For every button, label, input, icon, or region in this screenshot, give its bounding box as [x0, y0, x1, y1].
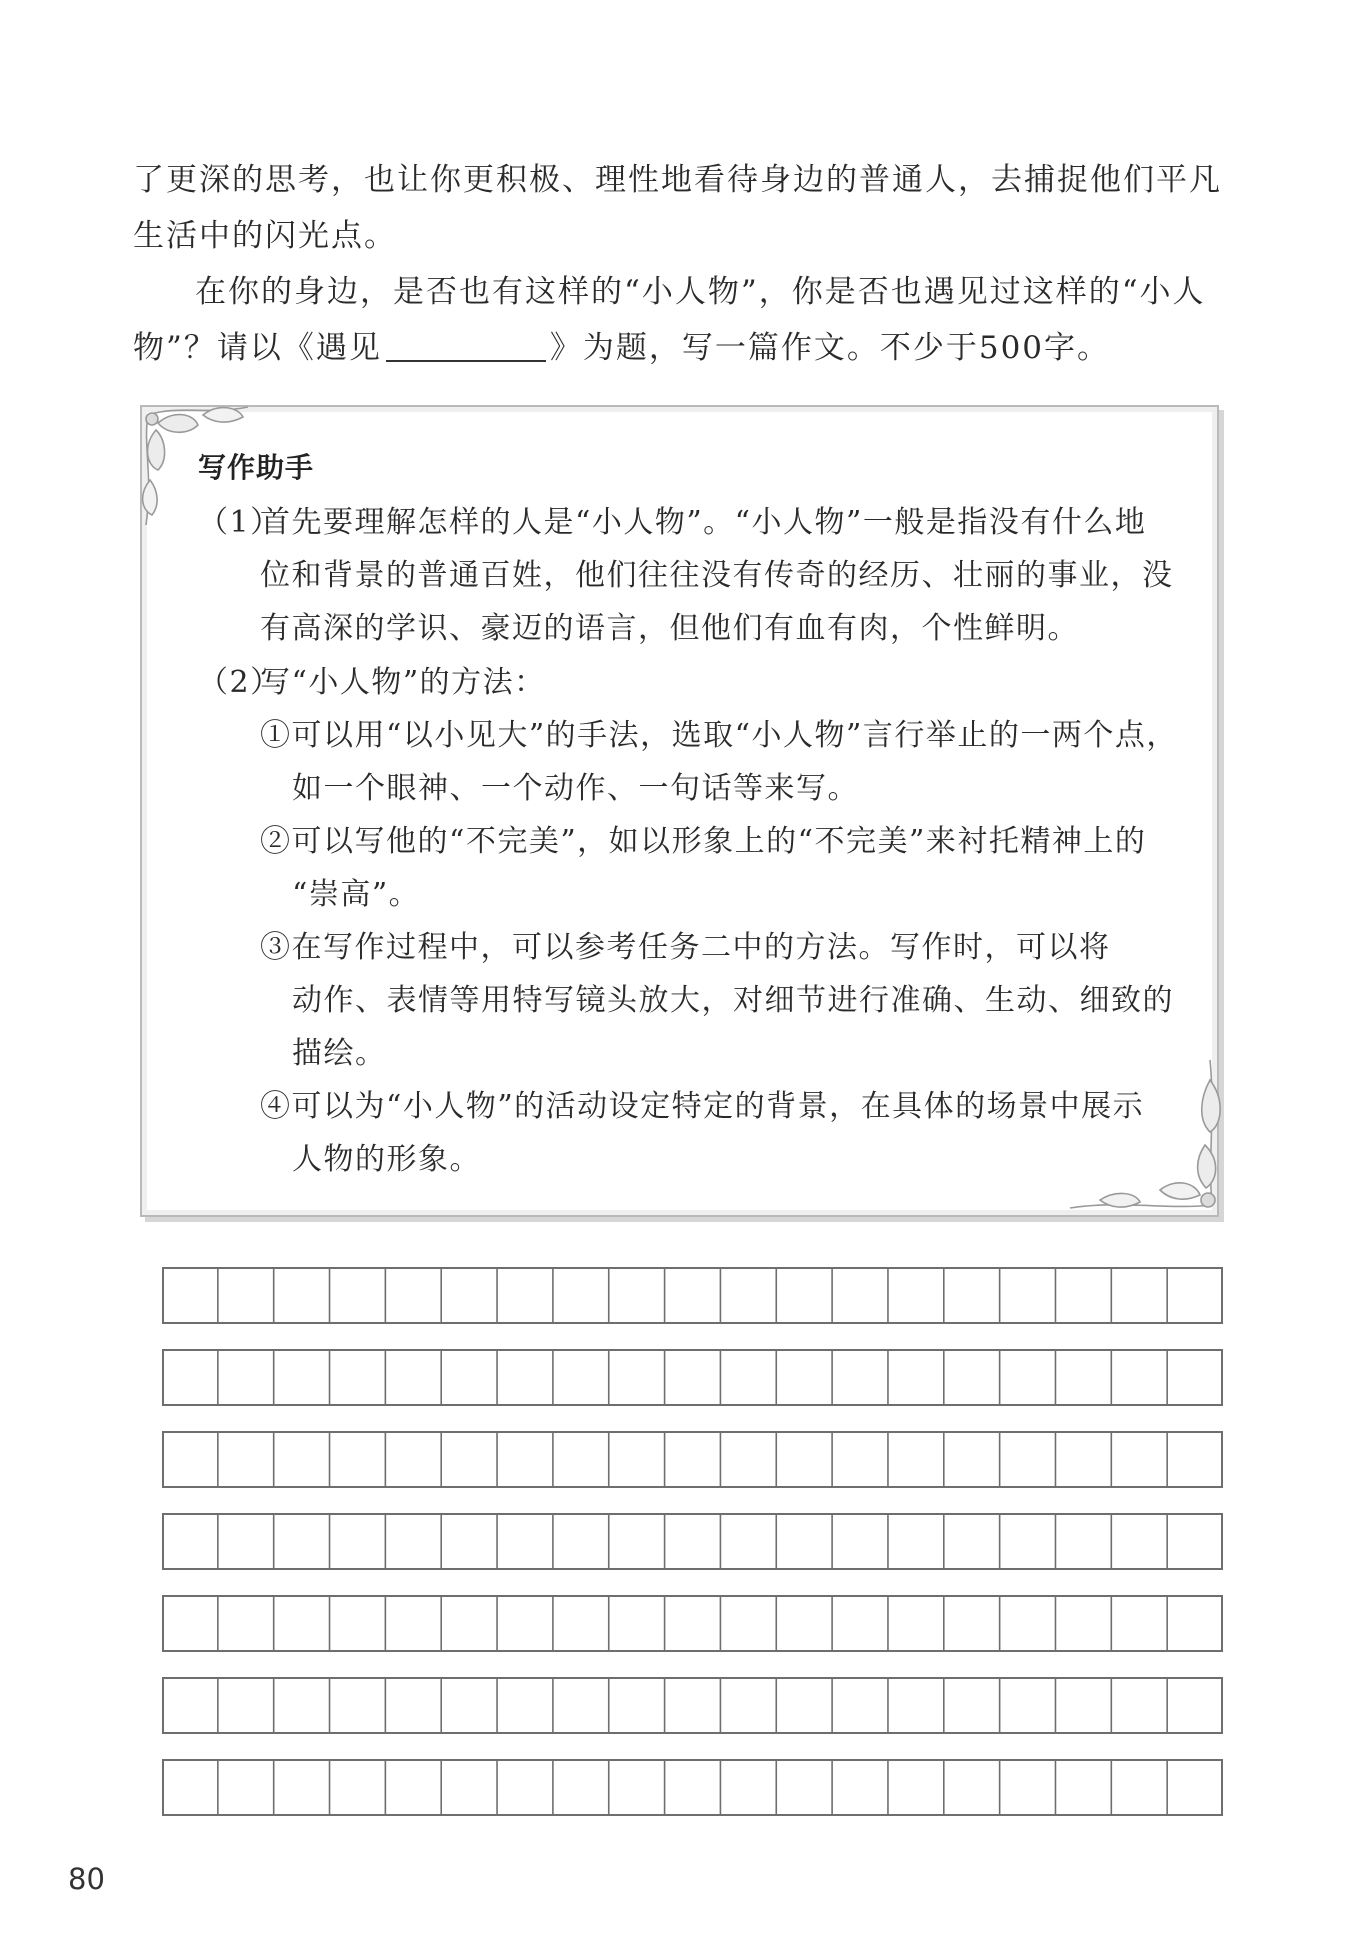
method-text: ②可以写他的“不完美”，如以形象上的“不完美”来衬托精神上的 [260, 824, 1147, 859]
grid-row [162, 1513, 1223, 1570]
method-text-continued: 人物的形象。 [292, 1142, 481, 1177]
method-text-continued: “崇高”。 [292, 877, 421, 912]
method-text-continued: 动作、表情等用特写镜头放大，对细节进行准确、生动、细致的描绘。 [292, 983, 1174, 1071]
method-text: ①可以用“以小见大”的手法，选取“小人物”言行举止的一两个点， [260, 718, 1178, 753]
page-number: 80 [68, 1862, 105, 1896]
item-number: （1） [198, 505, 282, 540]
intro-text: 了更深的思考，也让你更积极、理性地看待身边的普通人，去捕捉他们平凡生活中的闪光点。 [133, 162, 1222, 254]
method-3 [260, 921, 1185, 1080]
grid-row [162, 1595, 1223, 1652]
item-text-continued: 位和背景的普通百姓，他们往往没有传奇的经历、壮丽的事业，没有高深的学识、豪迈的语言，但他们有血有肉，个性鲜明。 [260, 558, 1174, 646]
writing-prompt [133, 264, 1223, 376]
item-text: 首先要理解怎样的人是“小人物”。“小人物”一般是指没有什么地 [260, 505, 1147, 540]
prompt-text-start: 在你的身边，是否也有这样的“小人物”，你是否也遇见过这样的“小人物”？请以《遇见 [133, 274, 1206, 366]
method-text: ③在写作过程中，可以参考任务二中的方法。写作时，可以将 [260, 930, 1111, 965]
method-text-continued: 如一个眼神、一个动作、一句话等来写。 [292, 771, 859, 806]
helper-item-1 [198, 496, 1188, 655]
item-text: 写“小人物”的方法： [260, 665, 546, 700]
grid-row [162, 1349, 1223, 1406]
helper-title: 写作助手 [198, 451, 315, 484]
grid-row [162, 1431, 1223, 1488]
method-text: ④可以为“小人物”的活动设定特定的背景，在具体的场景中展示 [260, 1089, 1145, 1124]
title-blank-line[interactable] [386, 330, 546, 362]
method-1 [260, 709, 1185, 815]
item-number: （2） [198, 665, 282, 700]
helper-item-2 [198, 656, 1188, 709]
method-4 [260, 1080, 1185, 1186]
prompt-text-end: 》为题，写一篇作文。不少于500字。 [549, 330, 1111, 366]
grid-row [162, 1759, 1223, 1816]
grid-row [162, 1677, 1223, 1734]
intro-paragraph [133, 152, 1223, 264]
method-2 [260, 815, 1185, 921]
grid-row [162, 1267, 1223, 1324]
